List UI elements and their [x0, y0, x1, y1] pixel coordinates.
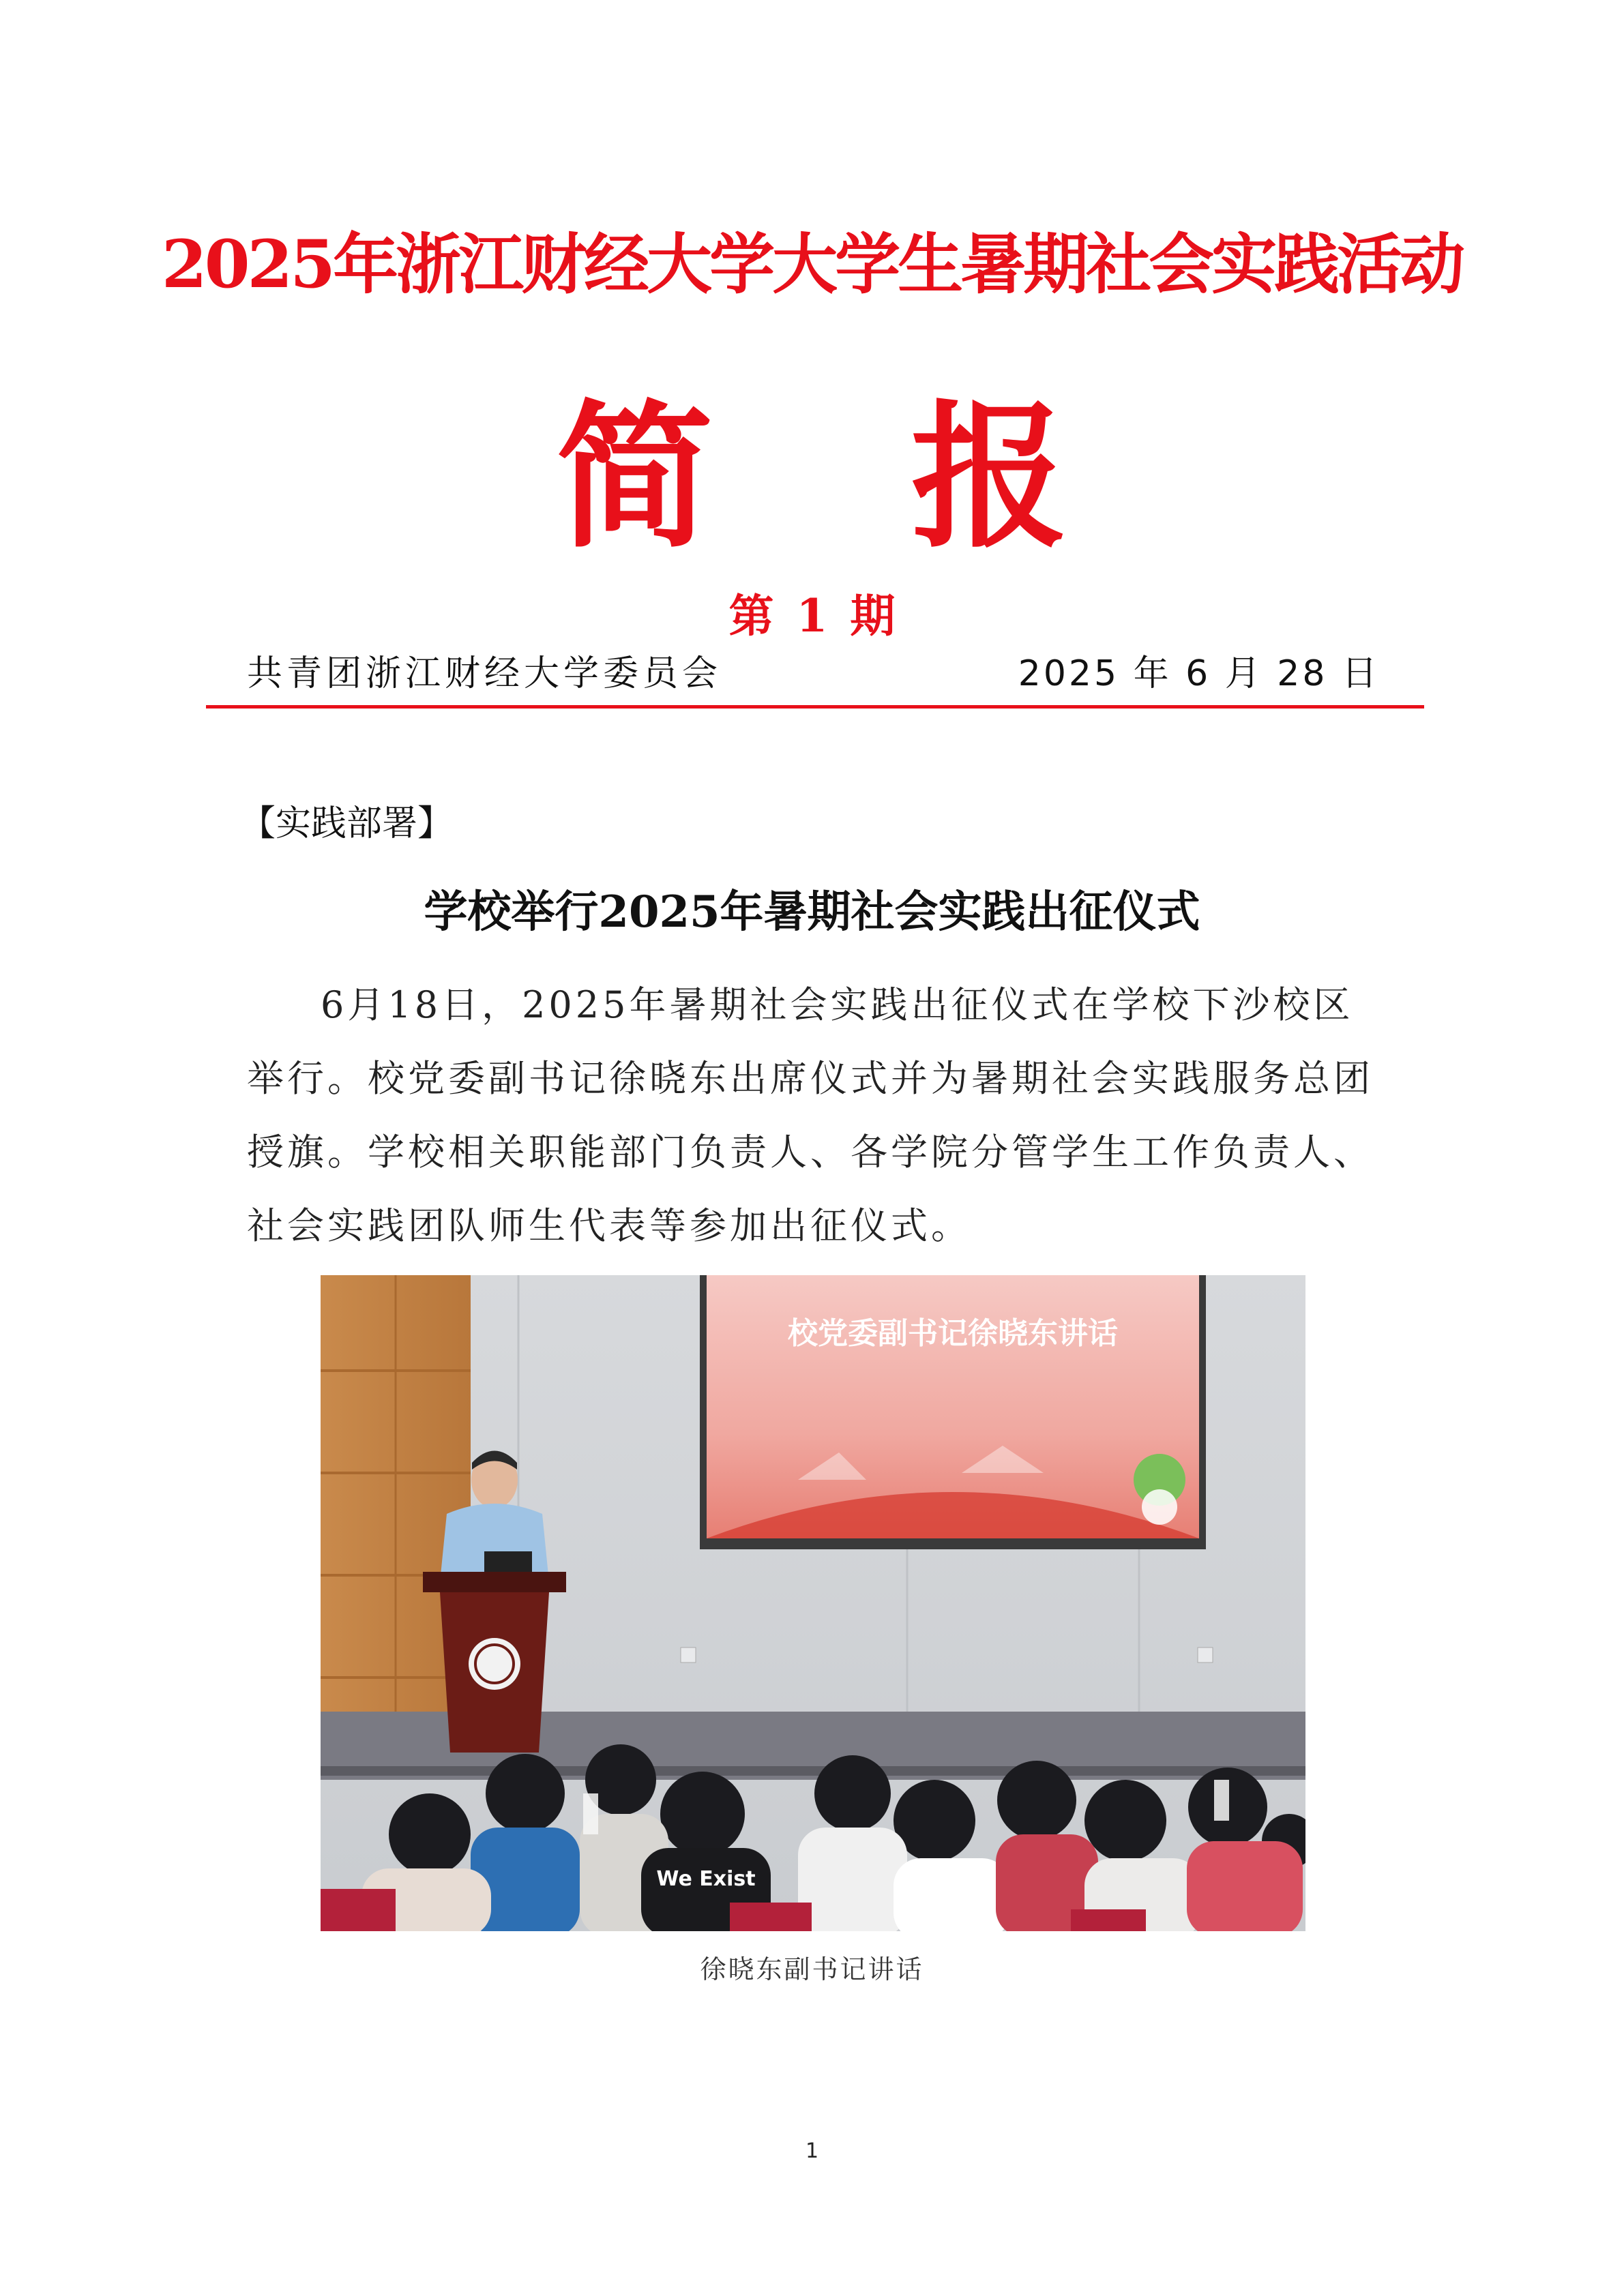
article-title: 学校举行2025年暑期社会实践出征仪式: [424, 886, 1200, 938]
report-headline: 2025年浙江财经大学大学生暑期社会实践活动: [161, 226, 1463, 303]
publisher-name: 共青团浙江财经大学委员会: [247, 653, 722, 694]
publication-date: 2025 年 6 月 28 日: [1018, 653, 1380, 694]
page-number: 1: [805, 2139, 819, 2163]
masthead-char-left: 简: [556, 385, 713, 569]
issue-number: 第 1 期: [728, 589, 896, 642]
article-body: 6月18日，2025年暑期社会实践出征仪式在学校下沙校区举行。校党委副书记徐晓东出席仪式并为暑期社会实践服务总团授旗。学校相关职能部门负责人、各学院分管学生工作负责人、社会实践团队师生代表等参加出征仪式。: [247, 983, 1374, 1247]
section-tag: 【实践部署】: [240, 803, 454, 844]
shirt-text: We Exist: [656, 1867, 756, 1891]
photo-caption: 徐晓东副书记讲话: [700, 1954, 924, 1984]
header-divider: [206, 705, 1424, 709]
masthead-char-right: 报: [911, 385, 1068, 569]
screen-text: 校党委副书记徐晓东讲话: [788, 1316, 1118, 1351]
event-photo: [321, 1275, 1305, 1931]
masthead-title: [0, 382, 1624, 573]
